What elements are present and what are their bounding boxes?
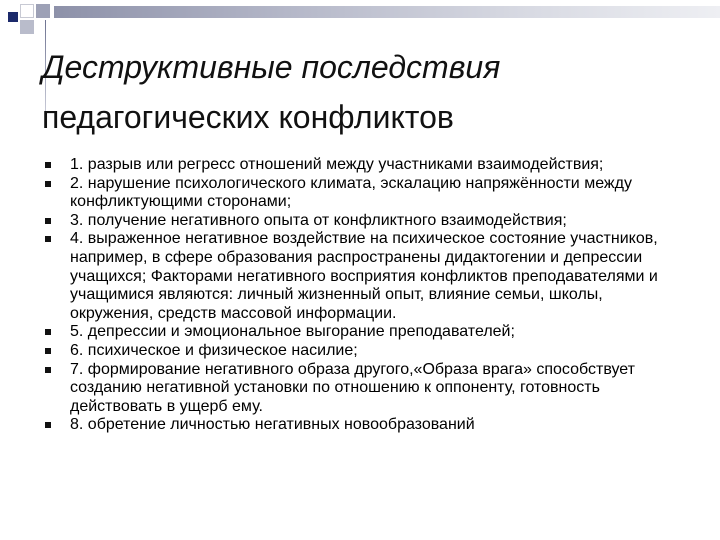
list-item [44,230,684,323]
list-item [44,342,684,361]
list-item-text: 7. формирование негативного образа другого,«Образа врага» способствует созданию негативной установки по отношению к оппоненту, готовность действовать в ущерб ему. [70,360,635,415]
square-bullet-icon [45,367,51,373]
list-item-text: 6. психическое и физическое насилие; [70,341,358,359]
square-bullet-icon [45,181,51,187]
top-decorative-band [54,6,720,18]
list-item-text: 5. депрессии и эмоциональное выгорание преподавателей; [70,323,515,341]
list-item-text: 4. выраженное негативное воздействие на психическое состояние участников, например, в сфере образования распространены дидактогении и депрессии учащихся; Факторами негативного восприятия конфликтов преподавателями и учащимися являются: личный жизненный опыт, влияние семьи, школы, окружения, средств массовой информации. [70,230,658,322]
list-item-text: 3. получение негативного опыта от конфликтного взаимодействия; [70,211,567,229]
list-item-text: 2. нарушение психологического климата, эскалацию напряжённости между конфликтующими сторонами; [70,174,632,211]
list-item [44,361,684,417]
square-bullet-icon [45,218,51,224]
list-item [44,212,684,231]
slide-title [42,42,702,142]
square-bullet-icon [45,329,51,335]
title-line-1: Деструктивные последствия [42,49,501,85]
decorative-square [8,12,18,22]
title-line-2: педагогических конфликтов [42,99,454,135]
square-bullet-icon [45,162,51,168]
square-bullet-icon [45,236,51,242]
list-item [44,175,684,212]
decorative-square [20,4,34,18]
list-item [44,416,684,435]
list-item-text: 1. разрыв или регресс отношений между участниками взаимодействия; [70,156,604,173]
decorative-square [36,4,50,18]
square-bullet-icon [45,422,51,428]
list-item [44,323,684,342]
list-item [44,156,684,175]
consequences-list [44,156,684,435]
decorative-square [20,20,34,34]
list-item-text: 8. обретение личностью негативных новообразований [70,416,475,434]
square-bullet-icon [45,348,51,354]
